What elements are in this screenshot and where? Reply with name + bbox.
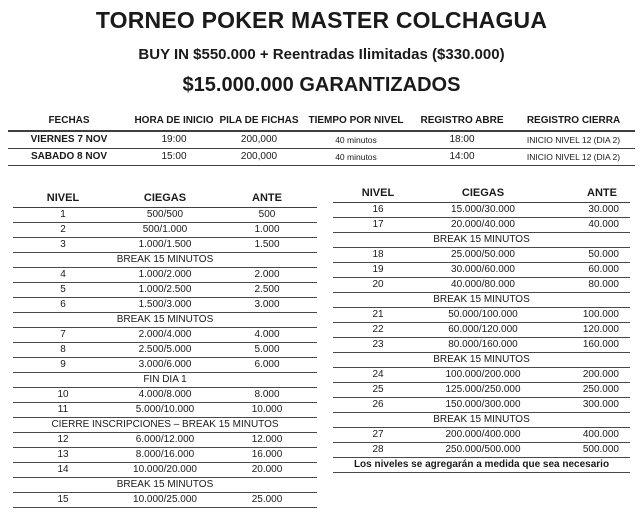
table-cell: 27 xyxy=(333,428,423,443)
table-row xyxy=(13,298,317,313)
column-header: NIVEL xyxy=(333,185,423,203)
table-cell: 2 xyxy=(13,223,113,238)
column-header: HORA DE INICIO xyxy=(130,112,218,131)
table-cell: 1.500 xyxy=(217,238,317,253)
table-row xyxy=(333,338,630,353)
table-row xyxy=(333,443,630,458)
table-cell: 15 xyxy=(13,493,113,508)
break-cell: FIN DIA 1 xyxy=(13,373,317,388)
table-cell: 7 xyxy=(13,328,113,343)
table-cell: 12 xyxy=(13,433,113,448)
table-row xyxy=(13,493,317,508)
table-cell: 21 xyxy=(333,308,423,323)
table-cell: 80.000/160.000 xyxy=(423,338,543,353)
break-cell: BREAK 15 MINUTOS xyxy=(333,353,630,368)
table-cell: 28 xyxy=(333,443,423,458)
table-cell: 20.000/40.000 xyxy=(423,218,543,233)
break-cell: BREAK 15 MINUTOS xyxy=(13,313,317,328)
table-cell: 200.000 xyxy=(543,368,630,383)
table-cell: 1.000/1.500 xyxy=(113,238,217,253)
table-cell: 3.000/6.000 xyxy=(113,358,217,373)
table-row xyxy=(8,131,635,149)
table-cell: 4 xyxy=(13,268,113,283)
column-header: NIVEL xyxy=(13,190,113,208)
table-cell: 16 xyxy=(333,203,423,218)
levels-right-head xyxy=(333,185,630,203)
table-cell: 40.000 xyxy=(543,218,630,233)
table-row xyxy=(333,233,630,248)
table-cell: 24 xyxy=(333,368,423,383)
break-cell: BREAK 15 MINUTOS xyxy=(333,413,630,428)
table-cell: 2.500/5.000 xyxy=(113,343,217,358)
table-row xyxy=(13,373,317,388)
table-row xyxy=(333,248,630,263)
table-cell: 23 xyxy=(333,338,423,353)
schedule-table xyxy=(8,112,635,166)
table-row xyxy=(333,413,630,428)
column-header: FECHAS xyxy=(8,112,130,131)
table-cell: 17 xyxy=(333,218,423,233)
table-row xyxy=(13,238,317,253)
table-cell: 20 xyxy=(333,278,423,293)
table-cell: 400.000 xyxy=(543,428,630,443)
table-cell: 250.000/500.000 xyxy=(423,443,543,458)
table-cell: 500.000 xyxy=(543,443,630,458)
levels-left-head xyxy=(13,190,317,208)
table-row xyxy=(13,388,317,403)
table-row xyxy=(13,343,317,358)
table-row xyxy=(333,308,630,323)
column-header: TIEMPO POR NIVEL xyxy=(300,112,412,131)
column-header: ANTE xyxy=(543,185,630,203)
table-cell: 6 xyxy=(13,298,113,313)
levels-section xyxy=(13,187,630,508)
table-cell: 3 xyxy=(13,238,113,253)
table-cell: 50.000/100.000 xyxy=(423,308,543,323)
table-row xyxy=(13,463,317,478)
guarantee-line: $15.000.000 GARANTIZADOS xyxy=(182,74,461,96)
table-row xyxy=(333,203,630,218)
levels-right-body xyxy=(333,203,630,473)
table-cell: 3.000 xyxy=(217,298,317,313)
table-row xyxy=(13,358,317,373)
break-cell: BREAK 15 MINUTOS xyxy=(13,478,317,493)
table-cell: 14:00 xyxy=(412,149,512,166)
table-cell: 18:00 xyxy=(412,131,512,149)
table-row xyxy=(8,149,635,166)
table-cell: 10.000/25.000 xyxy=(113,493,217,508)
table-cell: 2.000 xyxy=(217,268,317,283)
table-cell: 250.000 xyxy=(543,383,630,398)
table-row xyxy=(13,208,317,223)
table-row xyxy=(13,283,317,298)
table-row xyxy=(333,293,630,308)
table-row xyxy=(333,278,630,293)
table-cell: VIERNES 7 NOV xyxy=(8,131,130,149)
column-header: CIEGAS xyxy=(113,190,217,208)
table-cell: 150.000/300.000 xyxy=(423,398,543,413)
table-row xyxy=(13,418,317,433)
table-cell: 19:00 xyxy=(130,131,218,149)
table-cell: 18 xyxy=(333,248,423,263)
table-cell: 8.000/16.000 xyxy=(113,448,217,463)
schedule-table-body xyxy=(8,131,635,166)
table-cell: 5 xyxy=(13,283,113,298)
table-cell: 100.000 xyxy=(543,308,630,323)
table-cell: 2.500 xyxy=(217,283,317,298)
table-row xyxy=(333,218,630,233)
column-header: CIEGAS xyxy=(423,185,543,203)
table-cell: 15.000/30.000 xyxy=(423,203,543,218)
table-cell: 16.000 xyxy=(217,448,317,463)
header-row xyxy=(333,185,630,203)
schedule-table-head xyxy=(8,112,635,131)
table-row xyxy=(333,263,630,278)
page-title: TORNEO POKER MASTER COLCHAGUA xyxy=(95,7,548,33)
table-cell: 10.000/20.000 xyxy=(113,463,217,478)
table-cell: 2.000/4.000 xyxy=(113,328,217,343)
table-row xyxy=(333,323,630,338)
break-cell: CIERRE INSCRIPCIONES – BREAK 15 MINUTOS xyxy=(13,418,317,433)
table-cell: 120.000 xyxy=(543,323,630,338)
table-cell: INICIO NIVEL 12 (DIA 2) xyxy=(512,149,635,166)
break-cell: BREAK 15 MINUTOS xyxy=(333,293,630,308)
table-cell: 60.000 xyxy=(543,263,630,278)
table-row xyxy=(13,433,317,448)
table-cell: 40.000/80.000 xyxy=(423,278,543,293)
table-cell: INICIO NIVEL 12 (DIA 2) xyxy=(512,131,635,149)
table-cell: 11 xyxy=(13,403,113,418)
table-cell: 8.000 xyxy=(217,388,317,403)
table-cell: 200,000 xyxy=(218,149,300,166)
break-cell: BREAK 15 MINUTOS xyxy=(13,253,317,268)
table-cell: 500/500 xyxy=(113,208,217,223)
table-cell: 4.000/8.000 xyxy=(113,388,217,403)
column-header: ANTE xyxy=(217,190,317,208)
table-cell: 5.000/10.000 xyxy=(113,403,217,418)
table-cell: 60.000/120.000 xyxy=(423,323,543,338)
table-row xyxy=(13,448,317,463)
table-cell: 300.000 xyxy=(543,398,630,413)
table-cell: 1.000/2.500 xyxy=(113,283,217,298)
table-cell: 1.500/3.000 xyxy=(113,298,217,313)
note-cell: Los niveles se agregarán a medida que sea necesario xyxy=(333,458,630,473)
table-cell: 10 xyxy=(13,388,113,403)
table-cell: 19 xyxy=(333,263,423,278)
table-row xyxy=(13,253,317,268)
table-row xyxy=(333,368,630,383)
table-cell: 30.000 xyxy=(543,203,630,218)
break-cell: BREAK 15 MINUTOS xyxy=(333,233,630,248)
table-cell: 1.000 xyxy=(217,223,317,238)
table-cell: 100.000/200.000 xyxy=(423,368,543,383)
table-cell: 9 xyxy=(13,358,113,373)
table-cell: 200.000/400.000 xyxy=(423,428,543,443)
table-row xyxy=(333,353,630,368)
table-cell: 30.000/60.000 xyxy=(423,263,543,278)
table-row xyxy=(13,478,317,493)
table-cell: 40 minutos xyxy=(300,149,412,166)
table-row xyxy=(13,313,317,328)
table-row xyxy=(13,223,317,238)
table-cell: 500/1.000 xyxy=(113,223,217,238)
table-row xyxy=(333,398,630,413)
table-cell: 15:00 xyxy=(130,149,218,166)
header-row xyxy=(13,190,317,208)
table-row xyxy=(13,268,317,283)
table-cell: 80.000 xyxy=(543,278,630,293)
table-cell: 500 xyxy=(217,208,317,223)
table-row xyxy=(333,458,630,473)
table-cell: 8 xyxy=(13,343,113,358)
levels-table-day2 xyxy=(333,185,630,473)
table-cell: 25.000/50.000 xyxy=(423,248,543,263)
levels-table-day1 xyxy=(13,190,317,508)
header-row xyxy=(8,112,635,131)
table-row xyxy=(333,428,630,443)
table-cell: 12.000 xyxy=(217,433,317,448)
table-cell: 4.000 xyxy=(217,328,317,343)
table-cell: 25 xyxy=(333,383,423,398)
table-cell: 10.000 xyxy=(217,403,317,418)
table-cell: 6.000 xyxy=(217,358,317,373)
table-cell: 14 xyxy=(13,463,113,478)
table-cell: 6.000/12.000 xyxy=(113,433,217,448)
table-cell: 50.000 xyxy=(543,248,630,263)
table-cell: 5.000 xyxy=(217,343,317,358)
table-cell: 125.000/250.000 xyxy=(423,383,543,398)
table-row xyxy=(333,383,630,398)
column-header: PILA DE FICHAS xyxy=(218,112,300,131)
table-cell: 160.000 xyxy=(543,338,630,353)
column-header: REGISTRO CIERRA xyxy=(512,112,635,131)
column-header: REGISTRO ABRE xyxy=(412,112,512,131)
table-cell: 1.000/2.000 xyxy=(113,268,217,283)
table-cell: 20.000 xyxy=(217,463,317,478)
table-row xyxy=(13,403,317,418)
levels-left-body xyxy=(13,208,317,508)
table-row xyxy=(13,328,317,343)
table-cell: SABADO 8 NOV xyxy=(8,149,130,166)
table-cell: 200,000 xyxy=(218,131,300,149)
buyin-line: BUY IN $550.000 + Reentradas Ilimitadas ($330.000) xyxy=(138,46,505,63)
table-cell: 1 xyxy=(13,208,113,223)
table-cell: 25.000 xyxy=(217,493,317,508)
table-cell: 40 minutos xyxy=(300,131,412,149)
table-cell: 26 xyxy=(333,398,423,413)
table-cell: 13 xyxy=(13,448,113,463)
table-cell: 22 xyxy=(333,323,423,338)
